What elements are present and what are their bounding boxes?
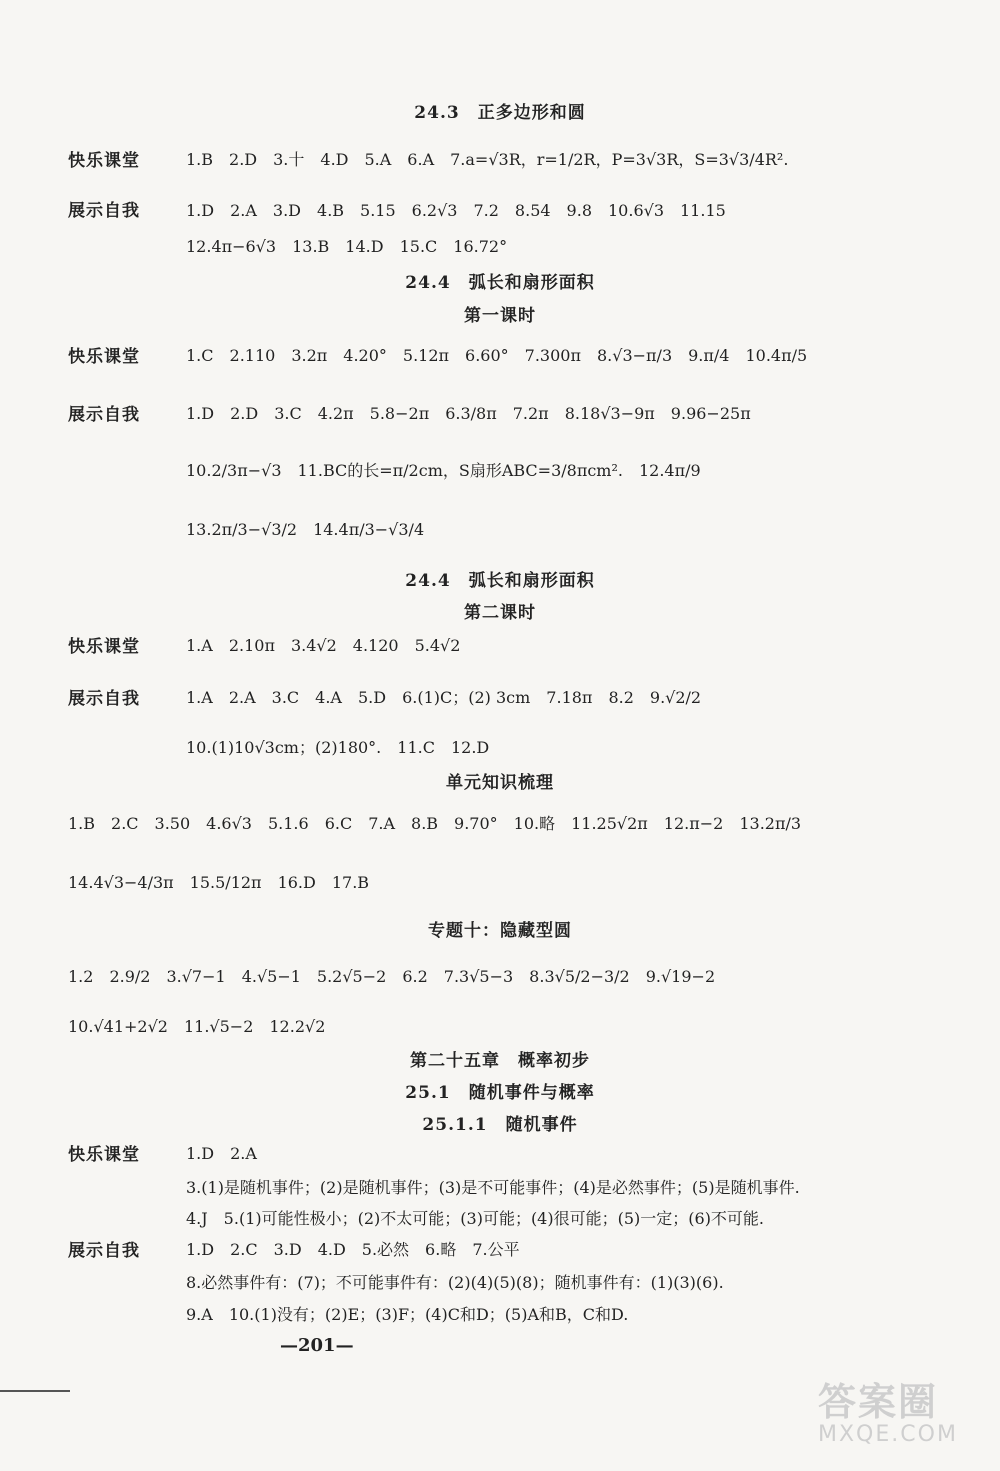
answers-topic-10-2: 10.√41+2√2 11.√5−2 12.2√2 (68, 1017, 326, 1036)
watermark-line-2: MXQE.COM (818, 1422, 958, 1447)
heading-24-4-b: 24.4 弧长和扇形面积 (405, 571, 595, 591)
answers-25-1-1-happy-1: 1.D 2.A (186, 1144, 257, 1163)
heading-24-3: 24.3 正多边形和圆 (414, 103, 586, 123)
watermark (818, 1371, 978, 1451)
answers-24-4-l1-show-1: 1.D 2.D 3.C 4.2π 5.8−2π 6.3/8π 7.2π 8.18√3−9π 9.96−25π (186, 404, 751, 423)
label-happy-class: 快乐课堂 (68, 1145, 140, 1165)
answers-25-1-1-happy-3: 4.J 5.(1)可能性极小；(2)不太可能；(3)可能；(4)很可能；(5)一定；(6)不可能. (186, 1209, 765, 1228)
label-happy-class: 快乐课堂 (68, 151, 140, 171)
heading-lesson-2: 第二课时 (464, 603, 536, 623)
answers-24-4-l2-happy: 1.A 2.10π 3.4√2 4.120 5.4√2 (186, 636, 461, 655)
answers-24-3-show-1: 1.D 2.A 3.D 4.B 5.15 6.2√3 7.2 8.54 9.8 10.6√3 11.15 (186, 201, 726, 220)
label-show-self: 展示自我 (68, 201, 140, 221)
label-show-self: 展示自我 (68, 405, 140, 425)
heading-25-1: 25.1 随机事件与概率 (405, 1083, 595, 1103)
label-show-self: 展示自我 (68, 1241, 140, 1261)
heading-lesson-1: 第一课时 (464, 306, 536, 326)
page-number: —201— (280, 1335, 354, 1356)
bottom-rule (0, 1390, 70, 1392)
answers-topic-10-1: 1.2 2.9/2 3.√7−1 4.√5−1 5.2√5−2 6.2 7.3√5−3 8.3√5/2−3/2 9.√19−2 (68, 967, 716, 986)
answers-24-4-l2-show-1: 1.A 2.A 3.C 4.A 5.D 6.(1)C；(2) 3cm 7.18π 8.2 9.√2/2 (186, 688, 702, 707)
answers-24-4-l1-happy: 1.C 2.110 3.2π 4.20° 5.12π 6.60° 7.300π 8.√3−π/3 9.π/4 10.4π/5 (186, 346, 808, 365)
heading-chapter-25: 第二十五章 概率初步 (410, 1051, 590, 1071)
label-show-self: 展示自我 (68, 689, 140, 709)
answers-24-3-show-2: 12.4π−6√3 13.B 14.D 15.C 16.72° (186, 237, 508, 256)
answers-25-1-1-show-1: 1.D 2.C 3.D 4.D 5.必然 6.略 7.公平 (186, 1240, 520, 1259)
label-happy-class: 快乐课堂 (68, 347, 140, 367)
label-happy-class: 快乐课堂 (68, 637, 140, 657)
answers-25-1-1-show-2: 8.必然事件有：(7)；不可能事件有：(2)(4)(5)(8)；随机事件有：(1)(3)(6). (186, 1273, 724, 1292)
answers-24-3-happy: 1.B 2.D 3.十 4.D 5.A 6.A 7.a=√3R，r=1/2R，P=3√3R，S=3√3/4R². (186, 150, 789, 169)
heading-24-4-a: 24.4 弧长和扇形面积 (405, 273, 595, 293)
answers-unit-review-1: 1.B 2.C 3.50 4.6√3 5.1.6 6.C 7.A 8.B 9.70° 10.略 11.25√2π 12.π−2 13.2π/3 (68, 814, 802, 833)
answers-unit-review-2: 14.4√3−4/3π 15.5/12π 16.D 17.B (68, 873, 370, 892)
answers-25-1-1-happy-2: 3.(1)是随机事件；(2)是随机事件；(3)是不可能事件；(4)是必然事件；(5)是随机事件. (186, 1178, 800, 1197)
answers-24-4-l1-show-3: 13.2π/3−√3/2 14.4π/3−√3/4 (186, 520, 425, 539)
answers-25-1-1-show-3: 9.A 10.(1)没有；(2)E；(3)F；(4)C和D；(5)A和B，C和D. (186, 1305, 629, 1324)
heading-topic-10: 专题十：隐藏型圆 (428, 921, 572, 941)
heading-25-1-1: 25.1.1 随机事件 (422, 1115, 578, 1135)
watermark-line-1: 答案圈 (818, 1380, 939, 1424)
answers-24-4-l1-show-2: 10.2/3π−√3 11.BC的长=π/2cm，S扇形ABC=3/8πcm². 12.4π/9 (186, 461, 701, 480)
heading-unit-review: 单元知识梳理 (446, 773, 554, 793)
answers-24-4-l2-show-2: 10.(1)10√3cm；(2)180°. 11.C 12.D (186, 738, 490, 757)
